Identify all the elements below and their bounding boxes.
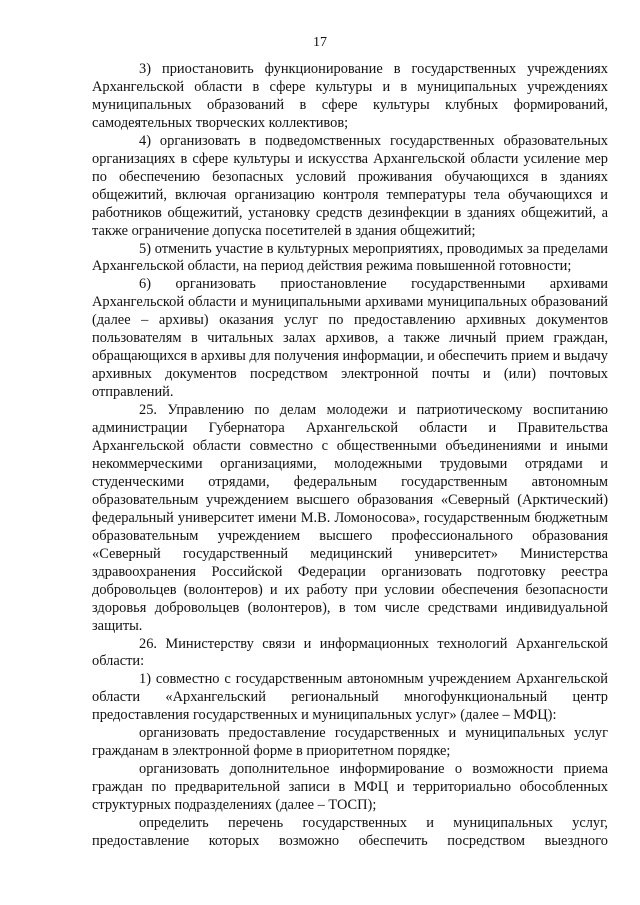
- paragraph-service-list: определить перечень государственных и муниципальных услуг, предоставление которых возможно обеспечить посредством выездного: [92, 815, 608, 849]
- paragraph-item-4-dormitories: 4) организовать в подведомственных государственных образовательных организациях в сфере культуры и искусства Архангельской области усиление мер по обеспечению безопасных условий проживания обучающихся в зданиях общежитий, включая организацию контроля температуры тела обучающихся и работников общежитий, установку средств дезинфекции в зданиях общежитий, а также ограничение допуска посетителей в здания общежитий;: [92, 132, 608, 239]
- paragraph-appointment-info: организовать дополнительное информирование о возможности приема граждан по предварительной записи в МФЦ и территориально обособленных структурных подразделениях (далее – ТОСП);: [92, 761, 608, 814]
- paragraph-item-6-archives: 6) организовать приостановление государственными архивами Архангельской области и муниципальными архивами муниципальных образований (далее – архивы) оказания услуг по предоставлению архивных документов пользователям в читальных залах архивов, а также личный прием граждан, обращающихся в архивы для получения информации, и обеспечить прием и выдачу архивных документов посредством электронной почты и (или) почтовых отправлений.: [92, 276, 608, 401]
- document-body: [92, 61, 608, 851]
- page-number: 17: [313, 35, 327, 50]
- paragraph-25-youth-volunteers: 25. Управлению по делам молодежи и патриотическому воспитанию администрации Губернатора Архангельской области и Правительства Архангельской области совместно с общественными объединениями и иными некоммерческими организациями, молодежными трудовыми отрядами и студенческими отрядами, федеральным государственным автономным образовательным учреждением высшего образования «Северный (Арктический) федеральный университет имени М.В. Ломоносова», государственным бюджетным образовательным учреждением высшего профессионального образования «Северный государственный медицинский университет» Министерства здравоохранения Российской Федерации организовать подготовку реестра добровольцев (волонтеров) и их работу при условии обеспечения безопасности здоровья добровольцев (волонтеров), в том числе средствами индивидуальной защиты.: [92, 402, 608, 634]
- paragraph-electronic-services: организовать предоставление государственных и муниципальных услуг гражданам в электронной форме в приоритетном порядке;: [92, 725, 608, 760]
- paragraph-item-3-culture-clubs: 3) приостановить функционирование в государственных учреждениях Архангельской области в сфере культуры и в муниципальных учреждениях муниципальных образований в сфере культуры клубных формирований, самодеятельных творческих коллективов;: [92, 61, 608, 131]
- paragraph-26-communications-ministry: 26. Министерству связи и информационных технологий Архангельской области:: [92, 635, 608, 670]
- paragraph-item-5-cultural-events: 5) отменить участие в культурных мероприятиях, проводимых за пределами Архангельской области, на период действия режима повышенной готовности;: [92, 240, 608, 275]
- paragraph-26-item-1-mfc: 1) совместно с государственным автономным учреждением Архангельской области «Архангельский региональный многофункциональный центр предоставления государственных и муниципальных услуг» (далее – МФЦ):: [92, 671, 608, 724]
